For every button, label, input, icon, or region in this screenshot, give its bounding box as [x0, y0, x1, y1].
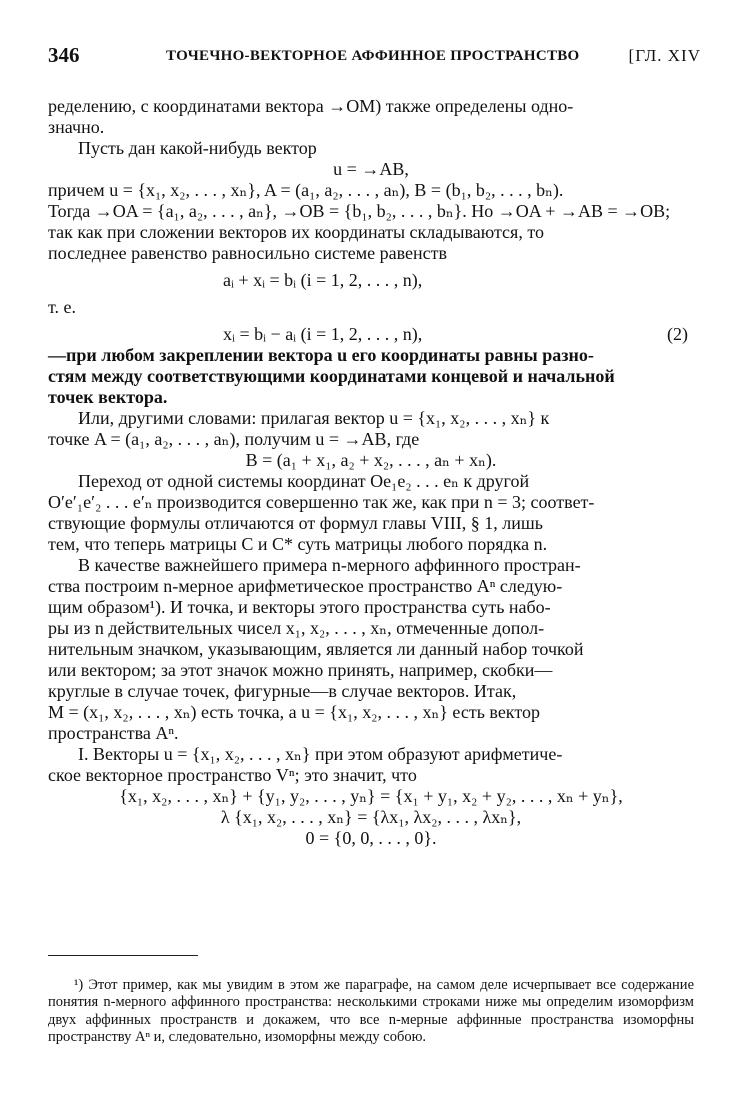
text-line: ствующие формулы отличаются от формул главы VIII, § 1, лишь: [48, 513, 543, 533]
formula-row: [48, 297, 694, 318]
text-line: —при любом закреплении вектора u его координаты равны разно-: [48, 345, 594, 365]
text-line: Тогда →OA = {a₁, a₂, . . . , aₙ}, →OB = {b₁, b₂, . . . , bₙ}. Но →OA + →AB = →OB;: [48, 201, 671, 221]
main-text: [48, 96, 694, 849]
footnote-divider: [48, 955, 198, 956]
text-line: точке A = (a₁, a₂, . . . , aₙ), получим u = →AB, где: [48, 429, 420, 449]
text-line: пространства Aⁿ.: [48, 723, 179, 743]
footnote: ¹) Этот пример, как мы увидим в этом же параграфе, на самом деле исчерпывает все содержание понятия n-мерного аффинного пространства: несколькими строками ниже мы определим изоморфизм двух аффинных пространств и докажем, что все n-мерные аффинные пространства изоморфны пространству Aⁿ и, следовательно, изоморфны между собою.: [48, 976, 694, 1045]
text-line: щим образом¹). И точка, и векторы этого пространства суть набо-: [48, 597, 551, 617]
formula-zero: 0 = {0, 0, . . . , 0}.: [305, 828, 437, 848]
running-title: ТОЧЕЧНО-ВЕКТОРНОЕ АФФИННОЕ ПРОСТРАНСТВО: [166, 48, 580, 64]
chapter-label: [ГЛ. XIV: [628, 46, 701, 65]
formula-diff: xᵢ = bᵢ − aᵢ (i = 1, 2, . . . , n),: [223, 324, 423, 344]
text-line: В качестве важнейшего примера n-мерного аффинного простран-: [78, 555, 581, 575]
text-line: ределению, с координатами вектора →OM) также определены одно-: [48, 96, 574, 116]
formula-B: B = (a₁ + x₁, a₂ + x₂, . . . , aₙ + xₙ).: [245, 450, 497, 470]
text-line: O′e′₁e′₂ . . . e′ₙ производится совершенно так же, как при n = 3; соответ-: [48, 492, 595, 512]
text-line: стям между соответствующими координатами концевой и начальной: [48, 366, 615, 386]
text-line: так как при сложении векторов их координаты складываются, то: [48, 222, 544, 242]
text-line: круглые в случае точек, фигурные—в случае векторов. Итак,: [48, 681, 517, 701]
text-line: точек вектора.: [48, 387, 168, 407]
text-line: Переход от одной системы координат Oe₁e₂ . . . eₙ к другой: [78, 471, 530, 491]
text-line: ры из n действительных чисел x₁, x₂, . . . , xₙ, отмеченные допол-: [48, 618, 545, 638]
formula-sum: aᵢ + xᵢ = bᵢ (i = 1, 2, . . . , n),: [223, 270, 423, 290]
formula-row: [48, 270, 694, 291]
formula-add: {x₁, x₂, . . . , xₙ} + {y₁, y₂, . . . , yₙ} = {x₁ + y₁, x₂ + y₂, . . . , xₙ + yₙ},: [119, 786, 623, 806]
te-label: т. е.: [48, 297, 77, 317]
text-line: ства построим n-мерное арифметическое пространство Aⁿ следую-: [48, 576, 563, 596]
equation-number: (2): [667, 324, 688, 344]
page-number: 346: [48, 43, 80, 67]
text-line: тем, что теперь матрицы C и C* суть матрицы любого порядка n.: [48, 534, 548, 554]
formula-scale: λ {x₁, x₂, . . . , xₙ} = {λx₁, λx₂, . . . , λxₙ},: [220, 807, 522, 827]
text-line: значно.: [48, 117, 105, 137]
text-line: последнее равенство равносильно системе равенств: [48, 243, 448, 263]
text-line: ское векторное пространство Vⁿ; это значит, что: [48, 765, 417, 785]
formula-u: u = →AB,: [333, 159, 409, 179]
text-line: или вектором; за этот значок можно принять, например, скобки—: [48, 660, 553, 680]
text-line: M = (x₁, x₂, . . . , xₙ) есть точка, а u = {x₁, x₂, . . . , xₙ} есть вектор: [48, 702, 540, 722]
text-line: Или, другими словами: прилагая вектор u = {x₁, x₂, . . . , xₙ} к: [78, 408, 550, 428]
text-line: нительным значком, указывающим, является ли данный набор точкой: [48, 639, 584, 659]
text-line: Пусть дан какой-нибудь вектор: [78, 138, 317, 158]
running-header: [48, 43, 701, 68]
formula-row: [48, 324, 694, 345]
text-line: причем u = {x₁, x₂, . . . , xₙ}, A = (a₁, a₂, . . . , aₙ), B = (b₁, b₂, . . . , bₙ).: [48, 180, 564, 200]
text-line: I. Векторы u = {x₁, x₂, . . . , xₙ} при этом образуют арифметиче-: [78, 744, 563, 764]
